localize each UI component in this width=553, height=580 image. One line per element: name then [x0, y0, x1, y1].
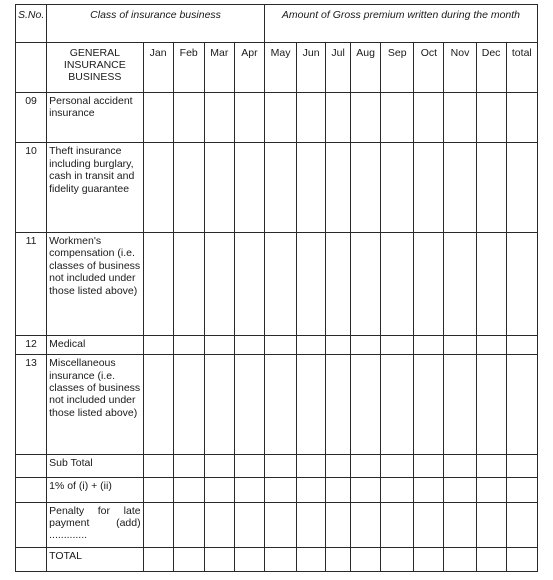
amount-cell-aug[interactable]: [351, 335, 381, 354]
row-sno: 11: [16, 233, 47, 336]
amount-cell-aug[interactable]: [351, 143, 381, 233]
row-sno: [16, 478, 47, 502]
amount-cell-sep[interactable]: [381, 478, 414, 502]
row-class-label: Workmen's compensation (i.e. classes of business not included under those listed above): [47, 233, 143, 336]
amount-cell-apr[interactable]: [234, 92, 264, 143]
amount-cell-jun[interactable]: [297, 335, 326, 354]
amount-cell-feb[interactable]: [173, 355, 204, 455]
amount-cell-jul[interactable]: [326, 454, 351, 477]
amount-cell-mar[interactable]: [204, 478, 234, 502]
amount-cell-jun[interactable]: [297, 502, 326, 547]
row-sno: [16, 502, 47, 547]
amount-cell-jun[interactable]: [297, 92, 326, 143]
amount-cell-jul[interactable]: [326, 143, 351, 233]
amount-cell-jan[interactable]: [143, 233, 173, 336]
sno-header: S.No.: [16, 5, 47, 43]
amount-cell-mar[interactable]: [204, 233, 234, 336]
month-header-nov: Nov: [444, 42, 476, 92]
amount-cell-jun[interactable]: [297, 355, 326, 455]
amount-cell-total[interactable]: [506, 502, 537, 547]
amount-cell-total[interactable]: [506, 143, 537, 233]
month-header-may: May: [264, 42, 296, 92]
amount-cell-oct[interactable]: [414, 478, 444, 502]
month-header-jun: Jun: [297, 42, 326, 92]
amount-cell-mar[interactable]: [204, 92, 234, 143]
amount-cell-oct[interactable]: [414, 355, 444, 455]
amount-cell-may[interactable]: [264, 502, 296, 547]
amount-cell-jul[interactable]: [326, 335, 351, 354]
row-sno: 10: [16, 143, 47, 233]
amount-cell-jan[interactable]: [143, 454, 173, 477]
amount-cell-jul[interactable]: [326, 478, 351, 502]
amount-cell-total[interactable]: [506, 335, 537, 354]
row-sno: 09: [16, 92, 47, 143]
amount-cell-sep[interactable]: [381, 233, 414, 336]
amount-cell-apr[interactable]: [234, 233, 264, 336]
amount-cell-oct[interactable]: [414, 233, 444, 336]
amount-cell-jul[interactable]: [326, 547, 351, 572]
amount-cell-jul[interactable]: [326, 233, 351, 336]
amount-cell-dec[interactable]: [476, 92, 506, 143]
amount-cell-oct[interactable]: [414, 547, 444, 572]
header-row: [16, 5, 538, 43]
amount-cell-sep[interactable]: [381, 143, 414, 233]
row-sno: 13: [16, 355, 47, 455]
amount-cell-nov[interactable]: [444, 335, 476, 354]
amount-cell-total[interactable]: [506, 478, 537, 502]
amount-cell-feb[interactable]: [173, 335, 204, 354]
row-class-label: Medical: [47, 335, 143, 354]
row-class-label: Theft insurance including burglary, cash in transit and fidelity guarantee: [47, 143, 143, 233]
amount-cell-sep[interactable]: [381, 355, 414, 455]
amount-cell-dec[interactable]: [476, 355, 506, 455]
row-sno: [16, 547, 47, 572]
row-class-label: Personal accident insurance: [47, 92, 143, 143]
amount-cell-may[interactable]: [264, 547, 296, 572]
amount-cell-aug[interactable]: [351, 547, 381, 572]
amount-cell-sep[interactable]: [381, 335, 414, 354]
amount-cell-jan[interactable]: [143, 355, 173, 455]
amount-cell-jan[interactable]: [143, 335, 173, 354]
amount-cell-oct[interactable]: [414, 502, 444, 547]
amount-cell-sep[interactable]: [381, 547, 414, 572]
amount-cell-apr[interactable]: [234, 547, 264, 572]
amount-cell-apr[interactable]: [234, 454, 264, 477]
table-row: [16, 355, 538, 455]
table-row: [16, 502, 538, 547]
amount-cell-total[interactable]: [506, 547, 537, 572]
month-header-jul: Jul: [326, 42, 351, 92]
amount-cell-nov[interactable]: [444, 92, 476, 143]
row-class-label: Penalty for late payment (add) .............: [47, 502, 143, 547]
amount-cell-may[interactable]: [264, 478, 296, 502]
amount-cell-dec[interactable]: [476, 335, 506, 354]
amount-cell-jul[interactable]: [326, 502, 351, 547]
amount-cell-aug[interactable]: [351, 233, 381, 336]
row-class-label: Sub Total: [47, 454, 143, 477]
month-header-dec: Dec: [476, 42, 506, 92]
subheader-row: [16, 42, 538, 92]
amount-cell-jan[interactable]: [143, 502, 173, 547]
table-row: [16, 478, 538, 502]
table-row: [16, 143, 538, 233]
month-header-apr: Apr: [234, 42, 264, 92]
amount-cell-dec[interactable]: [476, 478, 506, 502]
amount-cell-dec[interactable]: [476, 547, 506, 572]
amount-cell-apr[interactable]: [234, 335, 264, 354]
row-sno: [16, 454, 47, 477]
amount-cell-jun[interactable]: [297, 233, 326, 336]
amount-cell-mar[interactable]: [204, 547, 234, 572]
amount-cell-sep[interactable]: [381, 502, 414, 547]
amount-cell-mar[interactable]: [204, 502, 234, 547]
amount-cell-nov[interactable]: [444, 233, 476, 336]
month-header-mar: Mar: [204, 42, 234, 92]
sno-subheader: [16, 42, 47, 92]
amount-cell-feb[interactable]: [173, 454, 204, 477]
amount-cell-oct[interactable]: [414, 335, 444, 354]
amount-cell-may[interactable]: [264, 454, 296, 477]
amount-cell-apr[interactable]: [234, 478, 264, 502]
amount-cell-feb[interactable]: [173, 547, 204, 572]
month-header-jan: Jan: [143, 42, 173, 92]
amount-cell-may[interactable]: [264, 143, 296, 233]
amount-cell-sep[interactable]: [381, 454, 414, 477]
amount-cell-oct[interactable]: [414, 143, 444, 233]
table-row: [16, 335, 538, 354]
amount-cell-aug[interactable]: [351, 92, 381, 143]
month-header-feb: Feb: [173, 42, 204, 92]
amount-cell-may[interactable]: [264, 92, 296, 143]
row-sno: 12: [16, 335, 47, 354]
month-header-sep: Sep: [381, 42, 414, 92]
amount-cell-dec[interactable]: [476, 143, 506, 233]
amount-cell-feb[interactable]: [173, 478, 204, 502]
amount-cell-total[interactable]: [506, 355, 537, 455]
amount-cell-sep[interactable]: [381, 92, 414, 143]
amount-cell-apr[interactable]: [234, 502, 264, 547]
table-row: [16, 233, 538, 336]
amount-cell-total[interactable]: [506, 454, 537, 477]
amount-cell-nov[interactable]: [444, 355, 476, 455]
amount-cell-feb[interactable]: [173, 233, 204, 336]
amount-cell-apr[interactable]: [234, 143, 264, 233]
amount-cell-nov[interactable]: [444, 547, 476, 572]
month-header-oct: Oct: [414, 42, 444, 92]
amount-cell-aug[interactable]: [351, 502, 381, 547]
amount-cell-total[interactable]: [506, 233, 537, 336]
amount-cell-mar[interactable]: [204, 143, 234, 233]
amount-cell-mar[interactable]: [204, 355, 234, 455]
table-row: [16, 454, 538, 477]
amount-cell-feb[interactable]: [173, 502, 204, 547]
amount-cell-jan[interactable]: [143, 478, 173, 502]
amount-cell-aug[interactable]: [351, 454, 381, 477]
amount-cell-jun[interactable]: [297, 547, 326, 572]
amount-cell-dec[interactable]: [476, 233, 506, 336]
table-row: [16, 547, 538, 572]
amount-cell-dec[interactable]: [476, 502, 506, 547]
premium-table: [15, 4, 538, 572]
amount-cell-dec[interactable]: [476, 454, 506, 477]
amount-cell-jan[interactable]: [143, 143, 173, 233]
amount-cell-oct[interactable]: [414, 92, 444, 143]
amount-cell-nov[interactable]: [444, 143, 476, 233]
amount-cell-jun[interactable]: [297, 454, 326, 477]
class-header: Class of insurance business: [47, 5, 265, 43]
amount-cell-jan[interactable]: [143, 92, 173, 143]
amount-cell-may[interactable]: [264, 355, 296, 455]
amount-cell-aug[interactable]: [351, 355, 381, 455]
month-header-total: total: [506, 42, 537, 92]
amount-cell-nov[interactable]: [444, 454, 476, 477]
amount-cell-jun[interactable]: [297, 478, 326, 502]
category-header: GENERAL INSURANCE BUSINESS: [47, 42, 143, 92]
amount-cell-mar[interactable]: [204, 454, 234, 477]
amount-cell-aug[interactable]: [351, 478, 381, 502]
amount-cell-may[interactable]: [264, 233, 296, 336]
amount-cell-total[interactable]: [506, 92, 537, 143]
amount-cell-jun[interactable]: [297, 143, 326, 233]
amount-cell-feb[interactable]: [173, 92, 204, 143]
amount-cell-mar[interactable]: [204, 335, 234, 354]
amount-cell-nov[interactable]: [444, 502, 476, 547]
amount-cell-apr[interactable]: [234, 355, 264, 455]
amount-cell-jan[interactable]: [143, 547, 173, 572]
row-class-label: TOTAL: [47, 547, 143, 572]
amount-cell-jul[interactable]: [326, 355, 351, 455]
amount-cell-feb[interactable]: [173, 143, 204, 233]
table-row: [16, 92, 538, 143]
amount-cell-nov[interactable]: [444, 478, 476, 502]
amount-cell-jul[interactable]: [326, 92, 351, 143]
row-class-label: 1% of (i) + (ii): [47, 478, 143, 502]
amount-header: Amount of Gross premium written during the month: [264, 5, 537, 43]
month-header-aug: Aug: [351, 42, 381, 92]
amount-cell-may[interactable]: [264, 335, 296, 354]
amount-cell-oct[interactable]: [414, 454, 444, 477]
row-class-label: Miscellaneous insurance (i.e. classes of business not included under those listed above): [47, 355, 143, 455]
